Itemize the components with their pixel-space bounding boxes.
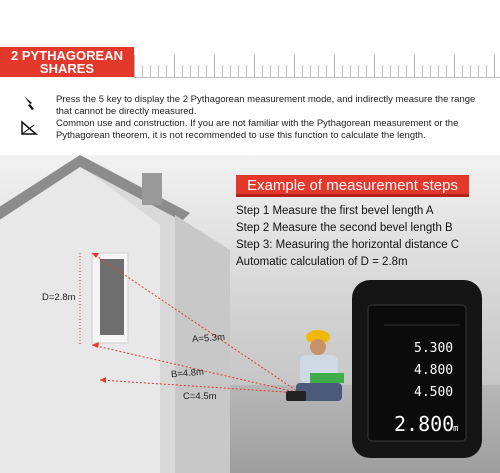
reading-2: 4.800 [414, 363, 454, 378]
result-unit: m [453, 424, 459, 434]
description-row-2 [20, 118, 490, 141]
label-c: C=4.5m [183, 391, 217, 402]
result-reading: 2.800 [394, 412, 455, 436]
description [20, 94, 490, 142]
step-4: Automatic calculation of D = 2.8m [236, 256, 408, 268]
description-line2: Common use and construction. If you are not familiar with the Pythagorean measurement or the Pythagorean theorem, it is not recommended to use this function to calculate the length. [56, 118, 459, 141]
step-3: Step 3: Measuring the horizontal distance C [236, 239, 460, 251]
ruler-decoration [134, 47, 500, 78]
header-area [0, 0, 500, 155]
right-triangle-icon [20, 118, 38, 136]
reading-1: 5.300 [414, 341, 454, 356]
pointing-hand-icon [20, 94, 38, 112]
steps-list [236, 203, 459, 271]
step-1: Step 1 Measure the first bevel length A [236, 205, 434, 217]
label-a: A=5.3m [191, 331, 226, 346]
description-line1: Press the 5 key to display the 2 Pythagorean measurement mode, and indirectly measure the range that cannot be directly measured. [56, 94, 476, 117]
banner-line1: 2 PYTHAGOREAN [11, 48, 123, 63]
steps-title: Example of measurement steps [236, 175, 469, 197]
label-d: D=2.8m [42, 292, 76, 303]
label-b: B=4.8m [170, 366, 205, 381]
reading-3: 4.500 [414, 385, 454, 400]
description-row-1 [20, 94, 490, 117]
title-banner [0, 47, 134, 77]
banner-line2: SHARES [39, 61, 95, 76]
step-2: Step 2 Measure the second bevel length B [236, 222, 453, 234]
